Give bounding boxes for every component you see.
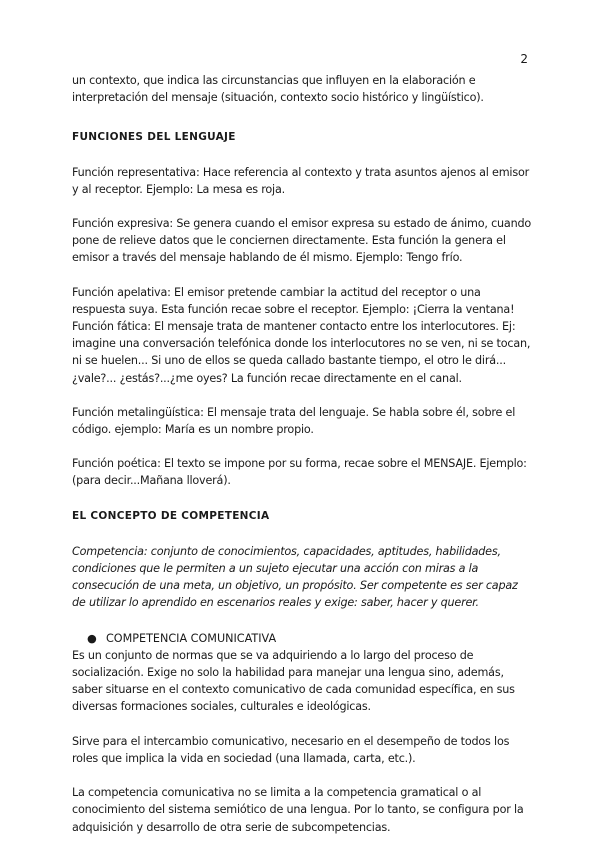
paragraph-funcion-representativa: Función representativa: Hace referencia al contexto y trata asuntos ajenos al emisor y al receptor. Ejemplo: La mesa es roja. [72, 165, 530, 196]
paragraph-funcion-poetica: Función poética: El texto se impone por su forma, recae sobre el MENSAJE. Ejemplo: (para decir...Mañana lloverá). [72, 457, 527, 488]
paragraph-funcion-apelativa: Función apelativa: El emisor pretende cambiar la actitud del receptor o una respuesta suya. Esta función recae sobre el receptor. Ejemplo: ¡Cierra la ventana! [72, 285, 515, 316]
bullet-label: COMPETENCIA COMUNICATIVA [106, 631, 277, 645]
section-heading-funciones: FUNCIONES DEL LENGUAJE [72, 131, 236, 144]
paragraph-competencia-definition: Competencia: conjunto de conocimientos, capacidades, aptitudes, habilidades, condiciones que le permiten a un sujeto ejecutar una acción con miras a la consecución de una meta, un objetivo, un propósito. Ser competente es ser capaz de utilizar lo aprendido en escenarios reales y exige: saber, hacer y querer. [72, 544, 518, 610]
document-body [72, 72, 532, 836]
page-number: 2 [520, 52, 528, 66]
section-heading-competencia: EL CONCEPTO DE COMPETENCIA [72, 509, 270, 522]
paragraph-comunicativa-3: La competencia comunicativa no se limita a la competencia gramatical o al conocimiento del sistema semiótico de una lengua. Por lo tanto, se configura por la adquisición y desarrollo de otra serie de subcompetencias. [72, 786, 524, 834]
bullet-competencia-comunicativa [72, 630, 532, 647]
intro-paragraph: un contexto, que indica las circunstancias que influyen en la elaboración e interpretación del mensaje (situación, contexto socio histórico y lingüístico). [72, 74, 484, 105]
bullet-dot-icon: ● [87, 631, 97, 645]
paragraph-funcion-expresiva: Función expresiva: Se genera cuando el emisor expresa su estado de ánimo, cuando pone de relieve datos que le conciernen directamente. Esta función la genera el emisor a través del mensaje hablando de él mismo. Ejemplo: Tengo frío. [72, 217, 532, 265]
paragraph-comunicativa-2: Sirve para el intercambio comunicativo, necesario en el desempeño de todos los roles que implica la vida en sociedad (una llamada, carta, etc.). [72, 734, 510, 765]
paragraph-comunicativa-1: Es un conjunto de normas que se va adquiriendo a lo largo del proceso de socialización. Exige no solo la habilidad para manejar una lengua sino, además, saber situarse en el contexto comunicativo de cada comunidad específica, en sus diversas formaciones sociales, culturales e ideológicas. [72, 648, 515, 714]
paragraph-funcion-metalinguistica: Función metalingüística: El mensaje trata del lenguaje. Se habla sobre él, sobre el código. ejemplo: María es un nombre propio. [72, 405, 516, 437]
paragraph-funcion-fatica: Función fática: El mensaje trata de mantener contacto entre los interlocutores. Ej: imagine una conversación telefónica donde los interlocutores no se ven, ni se tocan, ni se huelen... Si uno de ellos se queda callado bastante tiempo, el otro le dirá... ¿vale?... ¿estás?...¿me oyes? La función recae directamente en el canal. [72, 320, 531, 385]
